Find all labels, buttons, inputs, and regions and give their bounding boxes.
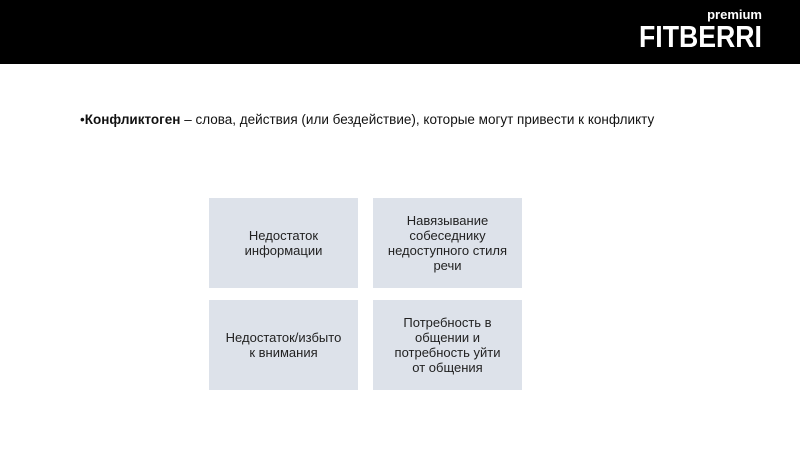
cell-line: потребность уйти <box>394 345 501 360</box>
logo-premium-label: premium <box>707 7 762 22</box>
cell-line: Недостаток/избыто <box>225 330 342 345</box>
bullet: • <box>80 112 85 127</box>
cell-line: Навязывание <box>406 213 489 228</box>
factor-grid <box>209 198 522 390</box>
header-bar <box>0 0 800 64</box>
cell-line: информации <box>244 243 323 258</box>
factor-cell-imposing-speech-style <box>373 198 522 288</box>
cell-line: речи <box>433 258 462 273</box>
cell-line: недоступного стиля <box>387 243 508 258</box>
cell-line: Потребность в <box>403 315 492 330</box>
definition-text: – слова, действия (или бездействие), которые могут привести к конфликту <box>180 112 655 127</box>
fitberri-logo <box>639 7 762 56</box>
definition-term: Конфликтоген <box>84 112 181 127</box>
cell-line: общении и <box>414 330 481 345</box>
cell-line: собеседнику <box>409 228 486 243</box>
cell-line: Недостаток <box>248 228 319 243</box>
definition-line <box>80 112 760 128</box>
factor-cell-attention <box>209 300 358 390</box>
cell-line: к внимания <box>249 345 318 360</box>
cell-line: от общения <box>412 360 483 375</box>
factor-cell-lack-of-information <box>209 198 358 288</box>
factor-cell-need-for-communication <box>373 300 522 390</box>
logo-brand-label: FITBERRI <box>639 19 762 54</box>
